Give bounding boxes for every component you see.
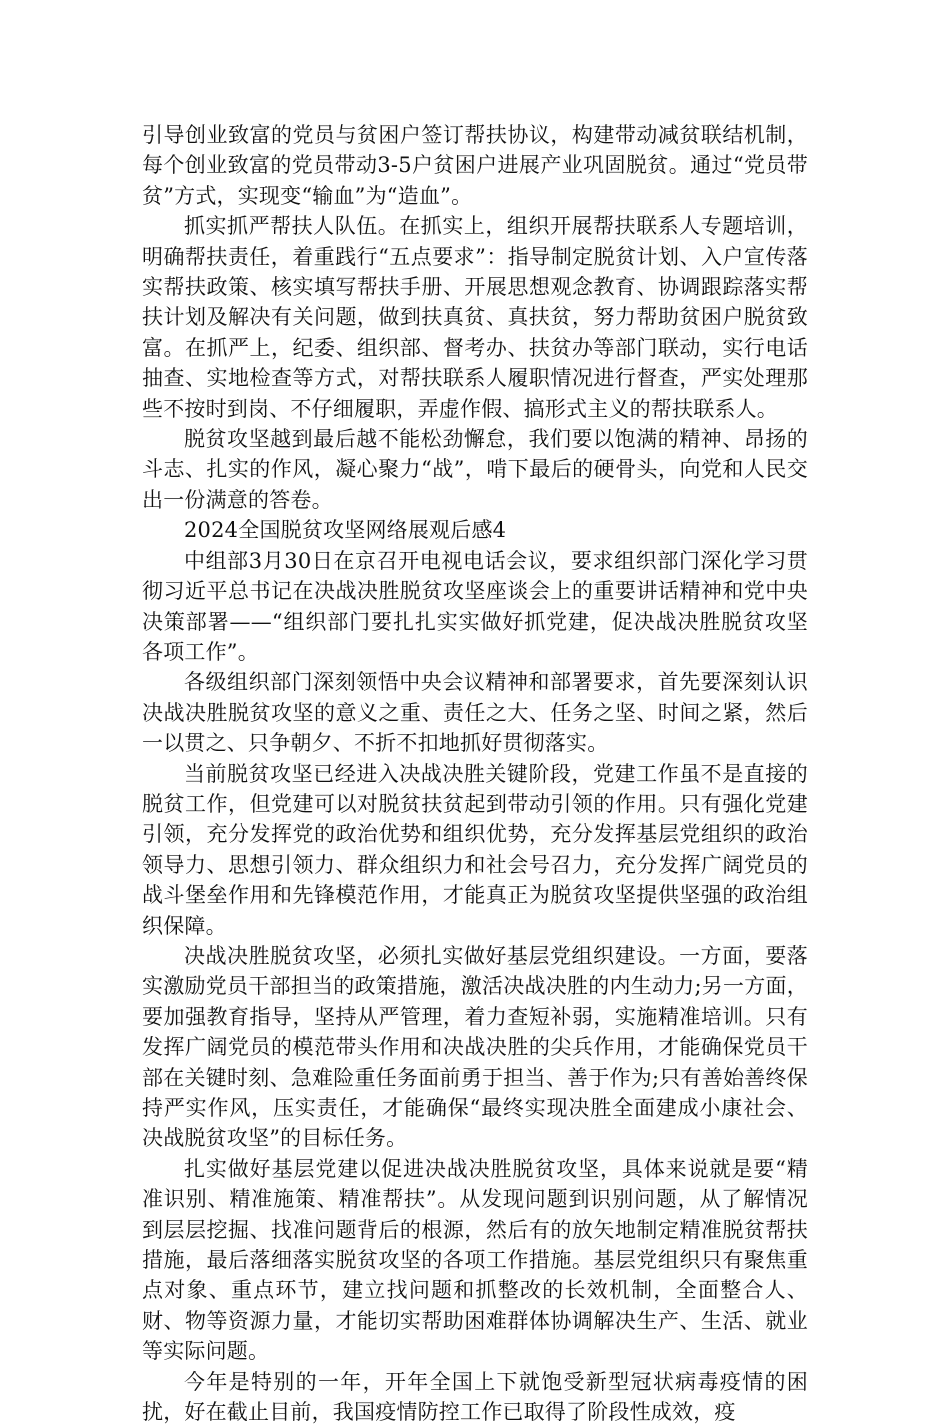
document-body [142, 120, 808, 1427]
paragraph-helper-team: 抓实抓严帮扶人队伍。在抓实上，组织开展帮扶联系人专题培训，明确帮扶责任，着重践行“五点要求”：指导制定脱贫计划、入户宣传落实帮扶政策、核实填写帮扶手册、开展思想观念教育、协调跟踪落实帮扶计划及解决有关问题，做到扶真贫、真扶贫，努力帮助贫困户脱贫致富。在抓严上，纪委、组织部、督考办、扶贫办等部门联动，实行电话抽查、实地检查等方式，对帮扶联系人履职情况进行督查，严实处理那些不按时到岗、不仔细履职，弄虚作假、搞形式主义的帮扶联系人。 [142, 214, 808, 421]
paragraph-epidemic: 今年是特别的一年，开年全国上下就饱受新型冠状病毒疫情的困扰，好在截止目前，我国疫情防控工作已取得了阶段性成效，疫 [142, 1369, 808, 1425]
paragraph-understanding: 各级组织部门深刻领悟中央会议精神和部署要求，首先要深刻认识决战决胜脱贫攻坚的意义之重、责任之大、任务之坚、时间之紧，然后一以贯之、只争朝夕、不折不扣地抓好贯彻落实。 [142, 670, 808, 756]
paragraph-grassroots: 决战决胜脱贫攻坚，必须扎实做好基层党组织建设。一方面，要落实激励党员干部担当的政策措施，激活决战决胜的内生动力;另一方面，要加强教育指导，坚持从严管理，着力查短补弱，实施精准培训。只有发挥广阔党员的模范带头作用和决战决胜的尖兵作用，才能确保党员干部在关键时刻、急难险重任务面前勇于担当、善于作为;只有善始善终保持严实作风，压实责任，才能确保“最终实现决胜全面建成小康社会、决战脱贫攻坚”的目标任务。 [142, 943, 808, 1151]
section-heading: 2024全国脱贫攻坚网络展观后感4 [184, 518, 507, 543]
paragraph-continuation: 引导创业致富的党员与贫困户签订帮扶协议，构建带动减贫联结机制，每个创业致富的党员带动3-5户贫困户进展产业巩固脱贫。通过“党员带贫”方式，实现变“输血”为“造血”。 [142, 123, 808, 208]
paragraph-meeting: 中组部3月30日在京召开电视电话会议，要求组织部门深化学习贯彻习近平总书记在决战决胜脱贫攻坚座谈会上的重要讲话精神和党中央决策部署——“组织部门要扎扎实实做好抓党建，促决战决胜脱贫攻坚各项工作”。 [142, 548, 808, 664]
paragraph-conclusion: 脱贫攻坚越到最后越不能松劲懈怠，我们要以饱满的精神、昂扬的斗志、扎实的作风，凝心聚力“战”，啃下最后的硬骨头，向党和人民交出一份满意的答卷。 [142, 427, 808, 512]
paragraph-precision: 扎实做好基层党建以促进决战决胜脱贫攻坚，具体来说就是要“精准识别、精准施策、精准帮扶”。从发现问题到识别问题，从了解情况到层层挖掘、找准问题背后的根源，然后有的放矢地制定精准脱贫帮扶措施，最后落细落实脱贫攻坚的各项工作措施。基层党组织只有聚焦重点对象、重点环节，建立找问题和抓整改的长效机制，全面整合人、财、物等资源力量，才能切实帮助困难群体协调解决生产、生活、就业等实际问题。 [142, 1156, 808, 1364]
paragraph-party-building: 当前脱贫攻坚已经进入决战决胜关键阶段，党建工作虽不是直接的脱贫工作，但党建可以对脱贫扶贫起到带动引领的作用。只有强化党建引领，充分发挥党的政治优势和组织优势，充分发挥基层党组织的政治领导力、思想引领力、群众组织力和社会号召力，充分发挥广阔党员的战斗堡垒作用和先锋模范作用，才能真正为脱贫攻坚提供坚强的政治组织保障。 [142, 761, 808, 938]
